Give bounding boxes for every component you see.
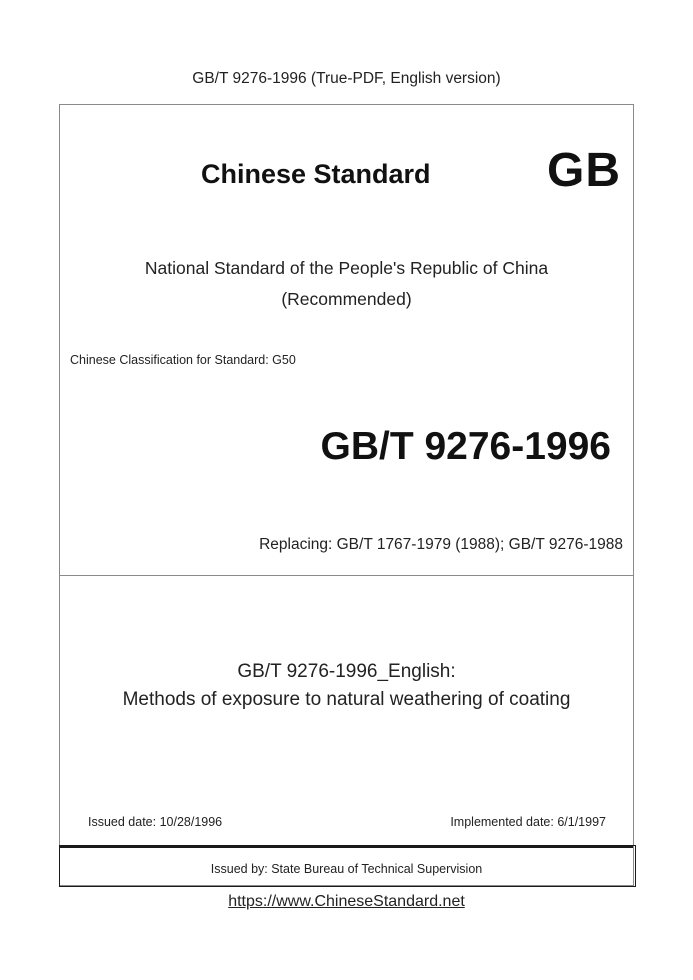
website-link[interactable]: https://www.ChineseStandard.net xyxy=(228,893,465,910)
replacing-text: Replacing: GB/T 1767-1979 (1988); GB/T 9276-1988 xyxy=(259,536,623,553)
issued-by-text: Issued by: State Bureau of Technical Supervision xyxy=(210,861,483,876)
standard-number: GB/T 9276-1996 xyxy=(320,425,611,468)
cover-title: Chinese Standard xyxy=(201,159,431,189)
implemented-date: Implemented date: 6/1/1997 xyxy=(450,815,606,829)
english-title-code: GB/T 9276-1996_English: xyxy=(237,661,456,682)
issuer-box xyxy=(60,846,633,889)
cover-frame xyxy=(59,104,634,886)
english-title-text: Methods of exposure to natural weathering of coating xyxy=(122,689,571,710)
section-divider xyxy=(60,575,633,576)
issued-date: Issued date: 10/28/1996 xyxy=(88,815,223,829)
document-header: GB/T 9276-1996 (True-PDF, English version) xyxy=(192,70,501,87)
gb-logo-mark: GB xyxy=(547,144,621,197)
recommended-label: (Recommended) xyxy=(281,289,412,309)
national-standard-line: National Standard of the People's Republic of China xyxy=(144,258,549,278)
classification-text: Chinese Classification for Standard: G50 xyxy=(70,353,296,367)
